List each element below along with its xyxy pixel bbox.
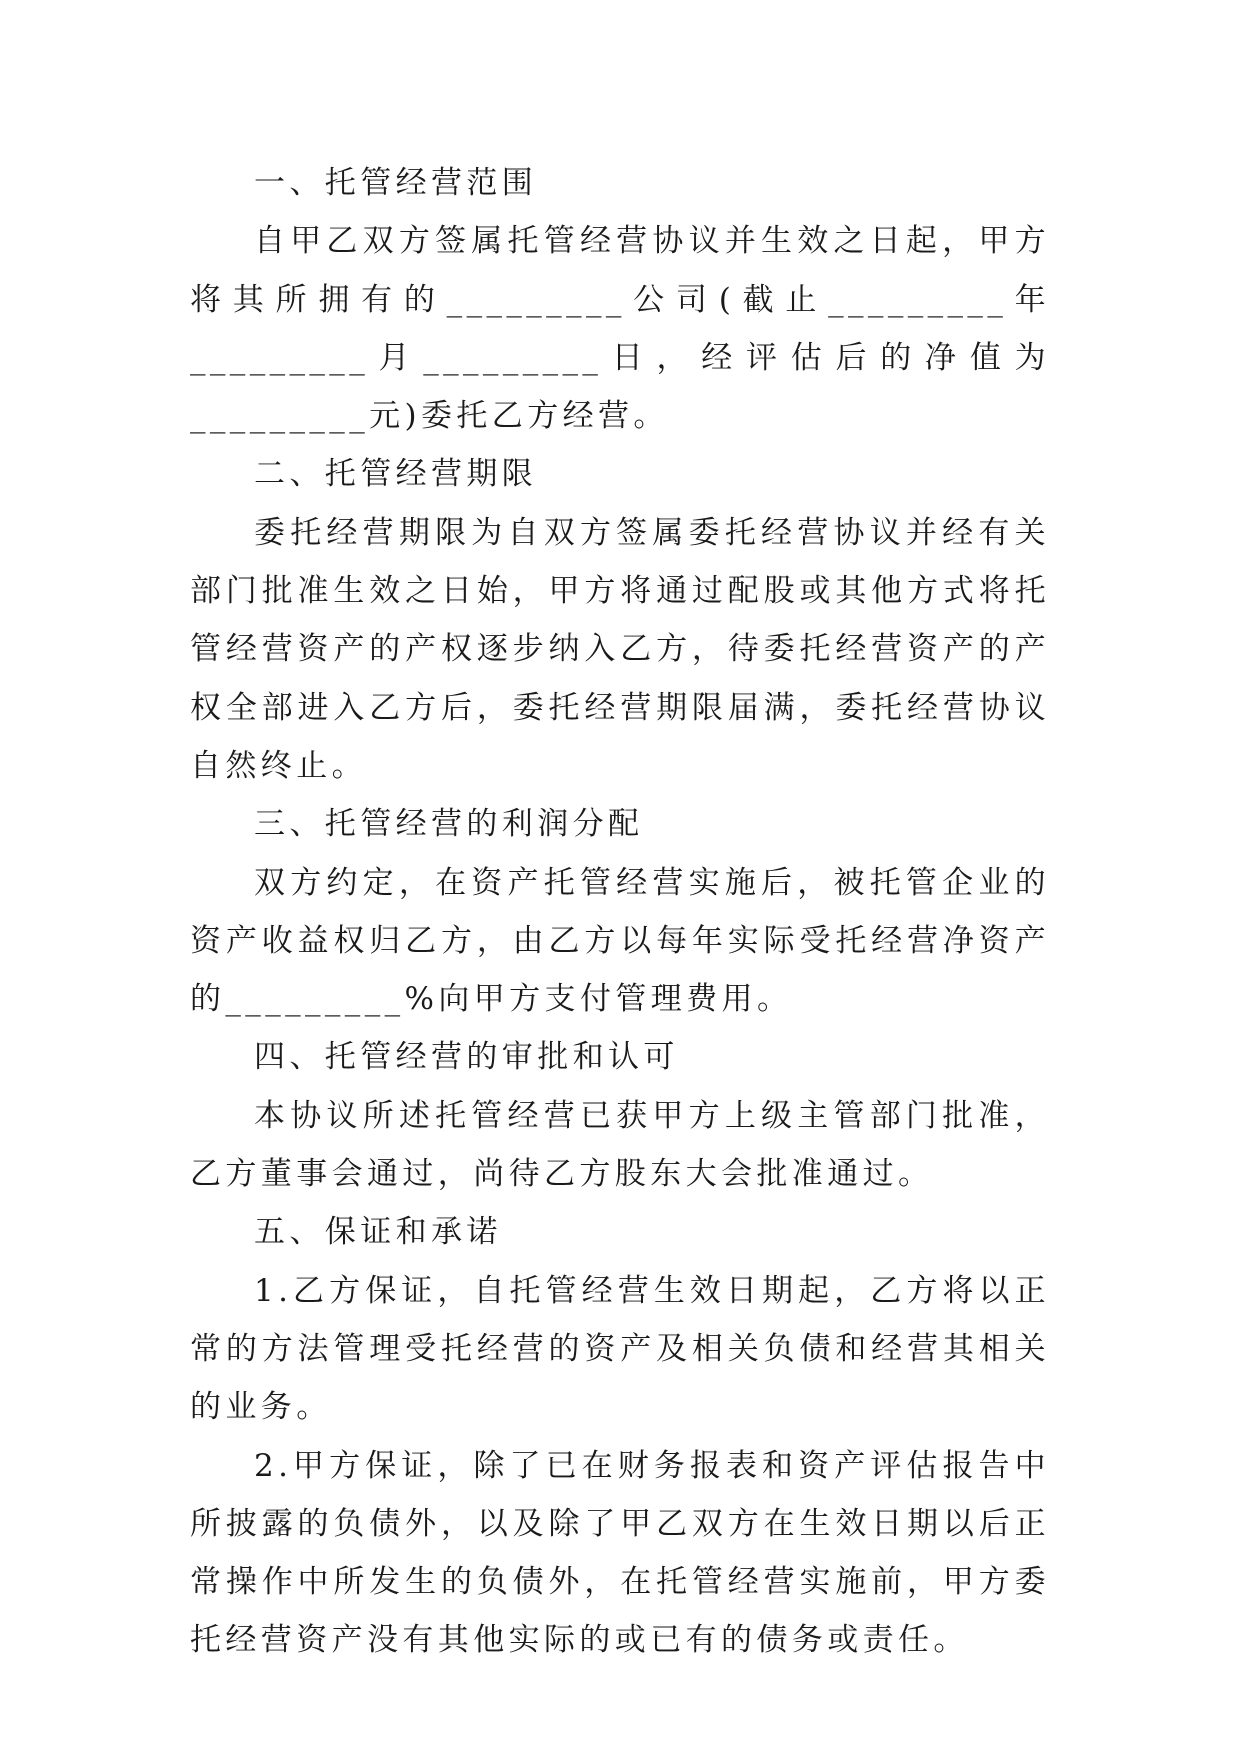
section-heading-scope: 一、托管经营范围	[254, 165, 538, 201]
section-heading-guarantee: 五、保证和承诺	[254, 1214, 502, 1251]
section-paragraph: 2.甲方保证，除了已在财务报表和资产评估报告中所披露的负债外，以及除了甲乙双方在生效日期以后正常操作中所发生的负债外，在托管经营实施前，甲方委托经营资产没有其他实际的或已有的债务或责任。	[190, 1447, 1050, 1659]
section-paragraph: 双方约定，在资产托管经营实施后，被托管企业的资产收益权归乙方，由乙方以每年实际受托经营净资产的_________%向甲方支付管理费用。	[190, 864, 1050, 1018]
section-heading-approval: 四、托管经营的审批和认可	[254, 1039, 679, 1076]
section-heading-profit: 三、托管经营的利润分配	[254, 806, 644, 843]
section-heading-term: 二、托管经营期限	[254, 456, 538, 493]
section-paragraph: 本协议所述托管经营已获甲方上级主管部门批准，乙方董事会通过，尚待乙方股东大会批准通过。	[190, 1097, 1050, 1193]
section-paragraph: 自甲乙双方签属托管经营协议并生效之日起，甲方将其所拥有的_________公司(截止_________年_________月_________日，经评估后的净值为_________元)委托乙方经营。	[190, 223, 1050, 435]
section-paragraph: 1.乙方保证，自托管经营生效日期起，乙方将以正常的方法管理受托经营的资产及相关负债和经营其相关的业务。	[190, 1272, 1050, 1426]
section-paragraph: 委托经营期限为自双方签属委托经营协议并经有关部门批准生效之日始，甲方将通过配股或其他方式将托管经营资产的产权逐步纳入乙方，待委托经营资产的产权全部进入乙方后，委托经营期限届满，委托经营协议自然终止。	[190, 514, 1050, 784]
document-body	[190, 154, 1050, 1670]
